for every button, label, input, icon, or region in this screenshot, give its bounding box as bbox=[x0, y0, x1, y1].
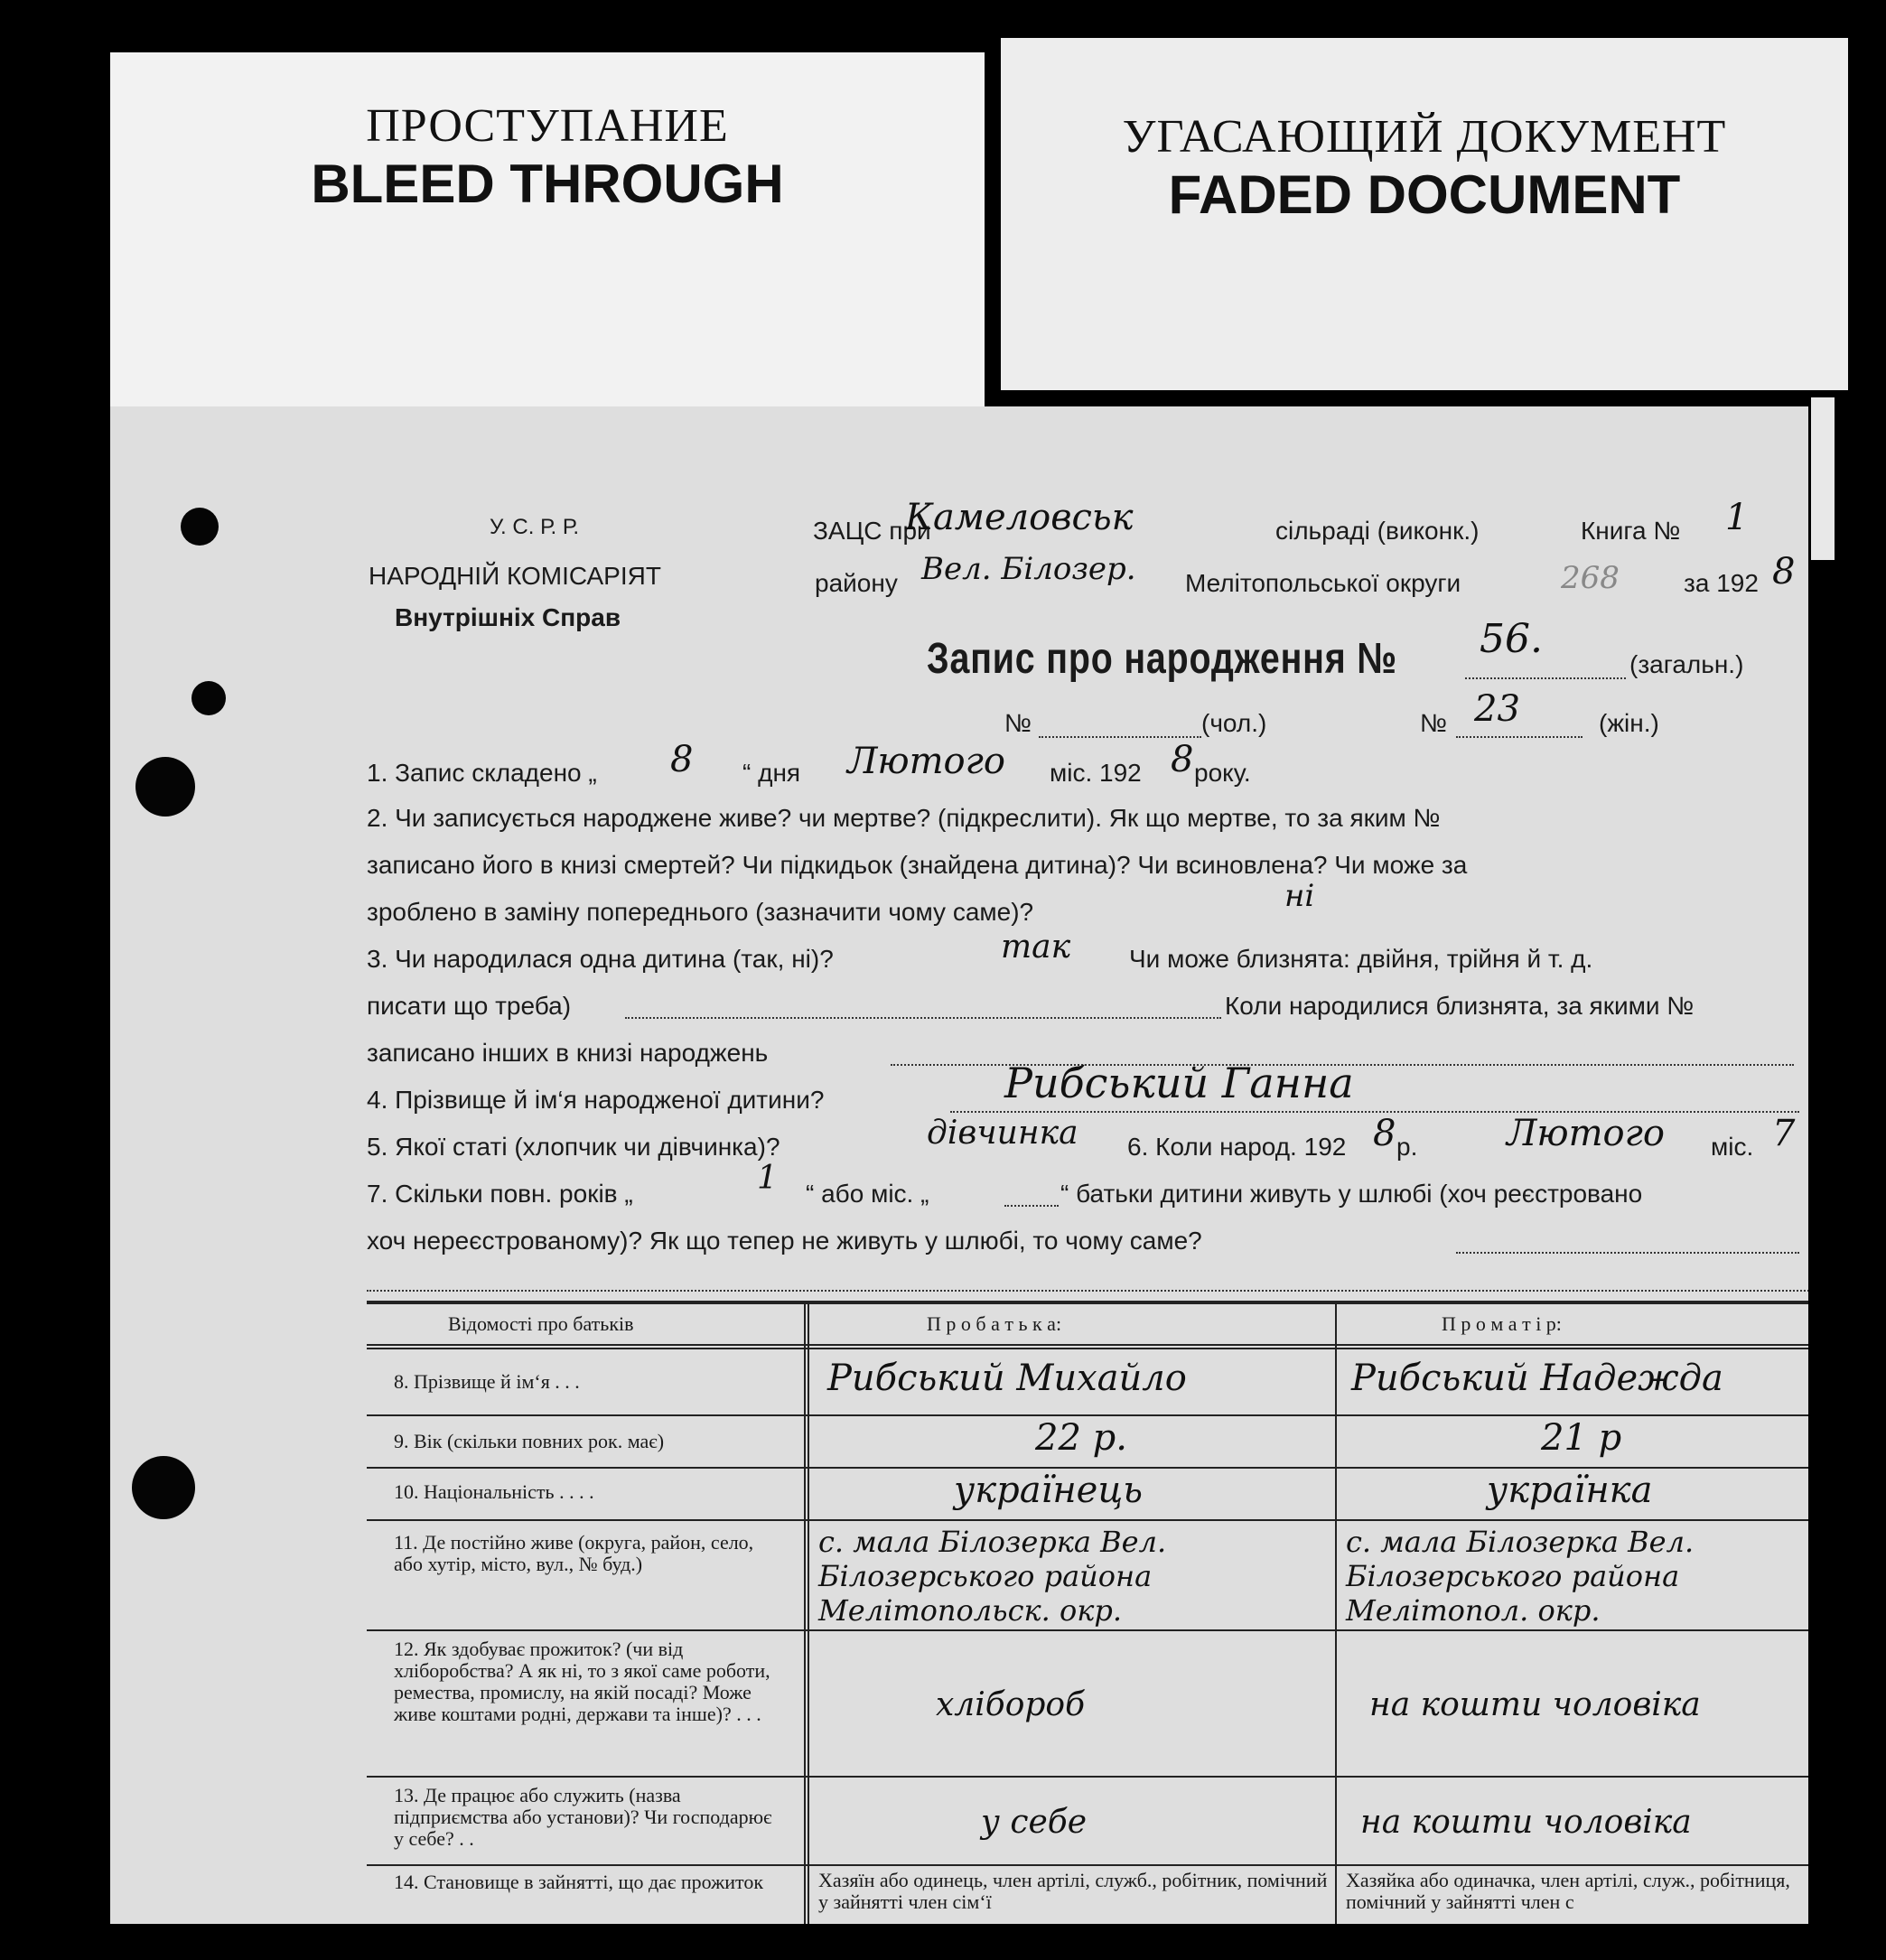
line1-year-handwritten: 8 bbox=[1171, 739, 1194, 780]
row-label-name: 8. Прізвище й ім‘я . . . bbox=[394, 1370, 580, 1393]
line11-text: хоч нереєстрованому)? Як що тепер не живуть у шлюбі, то чому саме? bbox=[367, 1227, 1202, 1255]
mother-position: Хазяйка або одиначка, член артілі, служ., робітниця, помічний у зайнятті член с bbox=[1346, 1869, 1790, 1913]
line1-day-handwritten: 8 bbox=[670, 739, 694, 780]
line8-text: 4. Прізвище й ім‘я народженої дитини? bbox=[367, 1086, 825, 1114]
line6-text-b: Коли народилися близнята, за якими № bbox=[1225, 992, 1695, 1020]
punch-hole bbox=[191, 681, 226, 715]
line1-text-c: міс. 192 bbox=[1050, 759, 1142, 787]
dotted-line bbox=[1456, 1252, 1799, 1254]
dept-label: Внутрішніх Справ bbox=[395, 603, 621, 631]
child-name-handwritten: Рибський Ганна bbox=[1004, 1059, 1354, 1107]
mother-workplace: на кошти чоловіка bbox=[1360, 1804, 1692, 1841]
punch-hole bbox=[132, 1456, 195, 1519]
line9-text-d: міс. bbox=[1711, 1133, 1754, 1161]
dotted-line bbox=[1039, 736, 1201, 738]
record-title: Запис про народження № bbox=[927, 635, 1397, 683]
row-label-position: 14. Становище в зайнятті, що дає прожиток bbox=[394, 1871, 764, 1893]
line4-text: зроблено в заміну попереднього (зазначити чому саме)? bbox=[367, 898, 1034, 926]
year-label: за 192 bbox=[1684, 569, 1759, 597]
header-parents: Відомості про батьків bbox=[448, 1312, 634, 1335]
dotted-line bbox=[625, 1017, 1221, 1019]
line9-text-b: 6. Коли народ. 192 bbox=[1127, 1133, 1347, 1161]
table-rule bbox=[367, 1348, 1808, 1349]
row-label-livelihood: 12. Як здобуває прожиток? (чи від хліборобства? А як ні, то з якої саме роботи, ремества, промислу, на якій посаді? Може живе коштами родні, держави та інше)? . . . bbox=[394, 1638, 770, 1725]
male-label: (чол.) bbox=[1201, 709, 1267, 737]
table-rule bbox=[367, 1629, 1808, 1631]
table-rule bbox=[804, 1301, 806, 1924]
year-handwritten: 8 bbox=[1772, 551, 1796, 593]
faded-document-card bbox=[1001, 38, 1848, 390]
female-no-label: № bbox=[1420, 709, 1448, 737]
birth-year-handwritten: 8 bbox=[1373, 1113, 1396, 1154]
dotted-line bbox=[1465, 677, 1626, 679]
line5-text-a: 3. Чи народилася одна дитина (так, ні)? bbox=[367, 945, 834, 973]
female-label: (жін.) bbox=[1599, 709, 1659, 737]
female-number-handwritten: 23 bbox=[1474, 688, 1520, 730]
header-father: П р о б а т ь к а: bbox=[927, 1312, 1062, 1335]
father-nationality: українець bbox=[954, 1470, 1144, 1511]
table-rule bbox=[367, 1519, 1808, 1521]
row-label-residence: 11. Де постійно живе (округа, район, село, або хутір, місто, вул., № буд.) bbox=[394, 1531, 754, 1575]
punch-hole bbox=[135, 757, 195, 817]
okrug-label: Мелітопольської округи bbox=[1185, 569, 1461, 597]
birth-day-handwritten: 7 bbox=[1772, 1113, 1796, 1154]
card-edge bbox=[1811, 397, 1835, 560]
line3-text: записано його в книзі смертей? Чи підкидьок (знайдена дитина)? Чи всиновлена? Чи може за bbox=[367, 851, 1468, 879]
row-label-age: 9. Вік (скільки повних рок. має) bbox=[394, 1430, 665, 1452]
mother-nationality: українка bbox=[1487, 1470, 1653, 1511]
book-handwritten: 1 bbox=[1725, 497, 1749, 538]
table-rule bbox=[367, 1414, 1808, 1416]
record-number-handwritten: 56. bbox=[1480, 616, 1543, 662]
general-label: (загальн.) bbox=[1629, 650, 1744, 678]
header-mother: П р о м а т і р: bbox=[1442, 1312, 1562, 1335]
book-label: Книга № bbox=[1581, 517, 1681, 545]
table-rule bbox=[808, 1301, 809, 1924]
birth-record-page bbox=[110, 406, 1808, 1924]
line1-text-d: року. bbox=[1194, 759, 1251, 787]
table-rule bbox=[367, 1344, 1808, 1346]
bleed-through-en: BLEED THROUGH bbox=[311, 154, 784, 214]
line2-text: 2. Чи записується народжене живе? чи мертве? (підкреслити). Як що мертве, то за яким № bbox=[367, 804, 1441, 832]
line1-text-a: 1. Запис складено „ bbox=[367, 759, 597, 787]
line10-text-c: “ батьки дитини живуть у шлюбі (хоч реєстровано bbox=[1060, 1180, 1643, 1208]
line6-text-a: писати що треба) bbox=[367, 992, 572, 1020]
zags-handwritten: Камеловськ bbox=[905, 497, 1134, 538]
line9-text-c: р. bbox=[1396, 1133, 1418, 1161]
bleed-through-ru: ПРОСТУПАНИЕ bbox=[366, 100, 729, 152]
mother-residence: с. мала Білозерка Вел. Білозерського района Мелітопол. окр. bbox=[1346, 1525, 1695, 1628]
raion-handwritten: Вел. Білозер. bbox=[921, 551, 1136, 587]
row-label-workplace: 13. Де працює або служить (назва підприємства або установи)? Чи господарює у себе? . . bbox=[394, 1784, 772, 1850]
table-rule bbox=[367, 1864, 1808, 1866]
line7-text: записано інших в книзі народжень bbox=[367, 1039, 769, 1067]
line5-text-b: Чи може близнята: двійня, трійня й т. д. bbox=[1129, 945, 1593, 973]
male-no-label: № bbox=[1004, 709, 1032, 737]
faded-document-ru: УГАСАЮЩИЙ ДОКУМЕНТ bbox=[1122, 111, 1727, 163]
bleed-through-card bbox=[110, 52, 985, 432]
raion-label: району bbox=[815, 569, 898, 597]
table-rule bbox=[367, 1467, 1808, 1469]
mother-livelihood: на кошти чоловіка bbox=[1369, 1686, 1701, 1723]
father-livelihood: хлібороб bbox=[936, 1686, 1086, 1723]
father-position: Хазяїн або одинець, член артілі, служб., робітник, помічний у зайнятті член сім‘ї bbox=[818, 1869, 1328, 1913]
row-label-nationality: 10. Національність . . . . bbox=[394, 1480, 594, 1503]
mother-age: 21 р bbox=[1541, 1417, 1622, 1459]
punch-hole bbox=[181, 508, 219, 546]
table-rule bbox=[1335, 1301, 1337, 1924]
faded-document-en: FADED DOCUMENT bbox=[1168, 164, 1681, 225]
line4-handwritten: ні bbox=[1284, 878, 1315, 914]
dotted-line bbox=[1004, 1205, 1059, 1207]
father-age: 22 р. bbox=[1035, 1417, 1127, 1459]
line10-text-b: “ або міс. „ bbox=[806, 1180, 929, 1208]
birth-month-handwritten: Лютого bbox=[1507, 1113, 1665, 1154]
line10-text-a: 7. Скільки повн. років „ bbox=[367, 1180, 633, 1208]
table-rule bbox=[367, 1776, 1808, 1778]
line1-text-b: “ дня bbox=[742, 759, 801, 787]
line5-handwritten: так bbox=[1001, 929, 1071, 966]
table-rule bbox=[367, 1301, 1808, 1304]
stamp-number: 268 bbox=[1561, 560, 1620, 596]
married-years-handwritten: 1 bbox=[757, 1160, 778, 1197]
mother-name: Рибський Надежда bbox=[1351, 1358, 1723, 1399]
line1-month-handwritten: Лютого bbox=[847, 741, 1005, 782]
father-workplace: у себе bbox=[981, 1804, 1088, 1841]
silradi-label: сільраді (виконк.) bbox=[1275, 517, 1480, 545]
zags-label: ЗАЦС при bbox=[813, 517, 931, 545]
commissariat-label: НАРОДНІЙ КОМІСАРІЯТ bbox=[369, 562, 661, 590]
line9-text-a: 5. Якої статі (хлопчик чи дівчинка)? bbox=[367, 1133, 780, 1161]
father-residence: с. мала Білозерка Вел. Білозерського района Мелітопольск. окр. bbox=[818, 1525, 1167, 1628]
dotted-line bbox=[367, 1290, 1808, 1292]
ussr-label: У. С. Р. Р. bbox=[490, 515, 580, 539]
sex-handwritten: дівчинка bbox=[927, 1115, 1078, 1152]
dotted-line bbox=[1456, 736, 1583, 738]
father-name: Рибський Михайло bbox=[827, 1358, 1187, 1399]
